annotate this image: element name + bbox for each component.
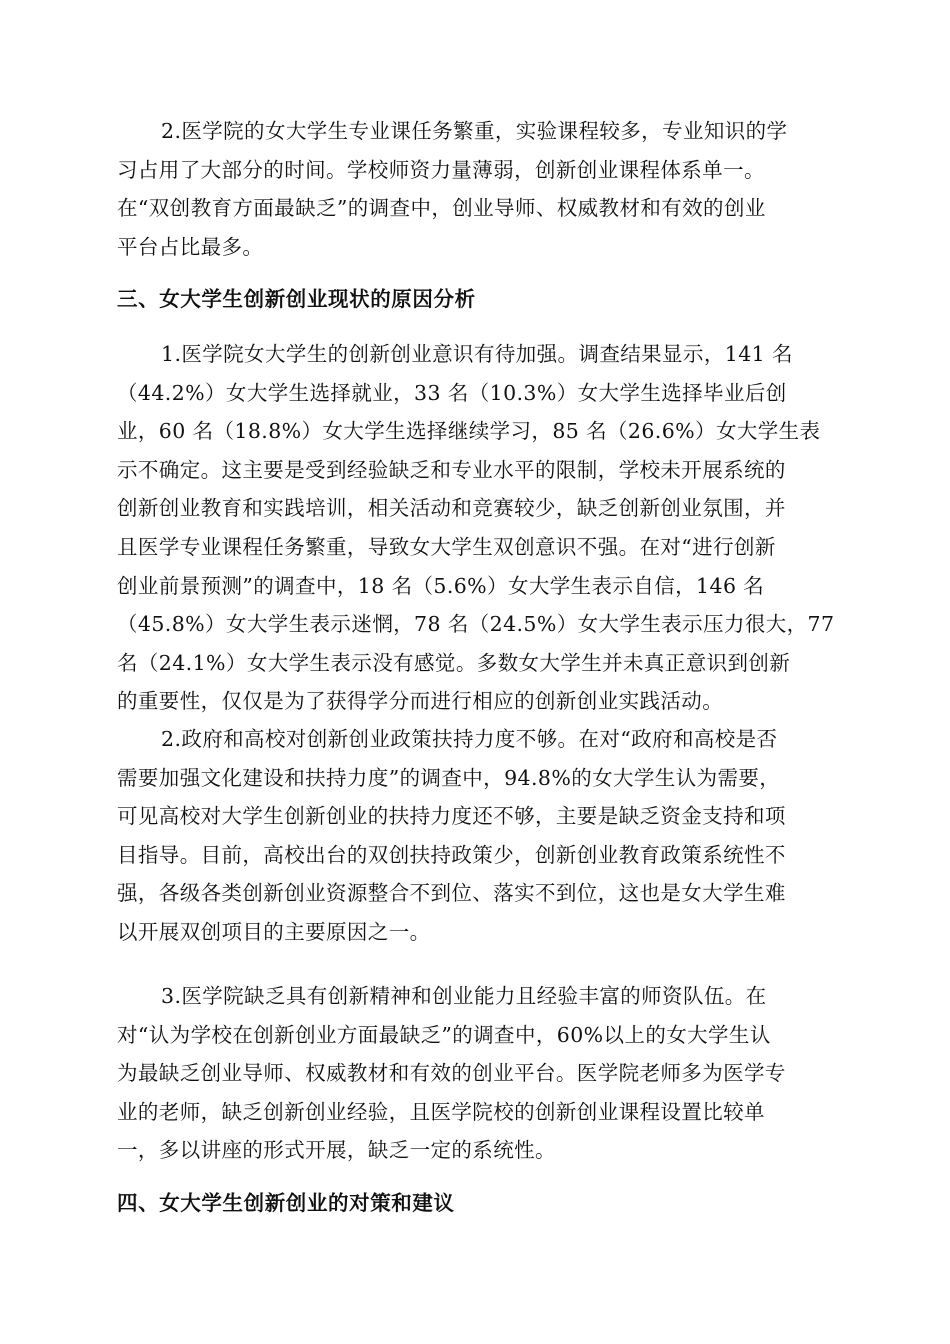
- paragraph-line: 创业前景预测”的调查中，18 名（5.6%）女大学生表示自信，146 名: [117, 573, 765, 598]
- paragraph-line: 2.医学院的女大学生专业课任务繁重，实验课程较多，专业知识的学: [161, 119, 788, 143]
- paragraph-line: 为最缺乏创业导师、权威教材和有效的创业平台。医学院老师多为医学专: [117, 1061, 786, 1086]
- paragraph-line: 对“认为学校在创新创业方面最缺乏”的调查中，60%以上的女大学生认: [117, 1022, 771, 1047]
- paragraph-line: 示不确定。这主要是受到经验缺乏和专业水平的限制，学校未开展系统的: [117, 457, 786, 482]
- paragraph-line: 的重要性，仅仅是为了获得学分而进行相应的创新创业实践活动。: [117, 689, 724, 714]
- paragraph-line: 且医学专业课程任务繁重，导致女大学生双创意识不强。在对“进行创新: [117, 534, 776, 559]
- paragraph-2-cont: [117, 112, 837, 266]
- paragraph-line: 2.政府和高校对创新创业政策扶持力度不够。在对“政府和高校是否: [161, 727, 778, 751]
- paragraph-line: 可见高校对大学生创新创业的扶持力度还不够，主要是缺乏资金支持和项: [117, 804, 786, 829]
- paragraph-cause-2: [117, 720, 837, 952]
- paragraph-line: （44.2%）女大学生选择就业，33 名（10.3%）女大学生选择毕业后创: [117, 380, 787, 405]
- paragraph-cause-3: [117, 977, 837, 1170]
- paragraph-line: 名（24.1%）女大学生表示没有感觉。多数女大学生并未真正意识到创新: [117, 650, 791, 675]
- paragraph-line: 业的老师，缺乏创新创业经验，且医学院校的创新创业课程设置比较单: [117, 1099, 765, 1124]
- paragraph-line: 创新创业教育和实践培训，相关活动和竞赛较少，缺乏创新创业氛围，并: [117, 496, 786, 521]
- paragraph-line: （45.8%）女大学生表示迷惘，78 名（24.5%）女大学生表示压力很大，77: [117, 612, 835, 637]
- paragraph-line: 目指导。目前，高校出台的双创扶持政策少，创新创业教育政策系统性不: [117, 842, 786, 867]
- paragraph-line: 在“双创教育方面最缺乏”的调查中，创业导师、权威教材和有效的创业: [117, 196, 766, 221]
- paragraph-line: 平台占比最多。: [117, 234, 264, 259]
- paragraph-cause-1: [117, 335, 837, 721]
- paragraph-line: 强，各级各类创新创业资源整合不到位、落实不到位，这也是女大学生难: [117, 881, 786, 906]
- paragraph-line: 以开展双创项目的主要原因之一。: [117, 919, 431, 944]
- paragraph-line: 习占用了大部分的时间。学校师资力量薄弱，创新创业课程体系单一。: [117, 157, 765, 182]
- paragraph-line: 需要加强文化建设和扶持力度”的调查中，94.8%的女大学生认为需要，: [117, 765, 781, 790]
- paragraph-line: 一，多以讲座的形式开展，缺乏一定的系统性。: [117, 1138, 556, 1163]
- section-heading-3: 三、女大学生创新创业现状的原因分析: [117, 287, 476, 311]
- paragraph-line: 3.医学院缺乏具有创新精神和创业能力且经验丰富的师资队伍。在: [161, 984, 767, 1008]
- paragraph-line: 业，60 名（18.8%）女大学生选择继续学习，85 名（26.6%）女大学生表: [117, 419, 821, 444]
- section-heading-4: 四、女大学生创新创业的对策和建议: [117, 1191, 455, 1215]
- paragraph-line: 1.医学院女大学生的创新创业意识有待加强。调查结果显示，141 名: [161, 342, 793, 366]
